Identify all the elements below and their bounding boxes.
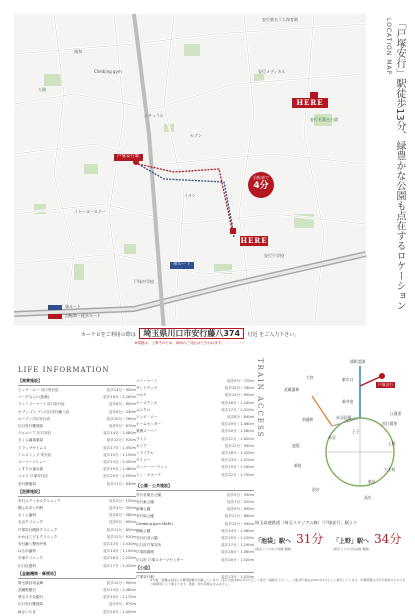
life-item-name: ベルク xyxy=(136,393,147,398)
life-item-distance: 徒歩13分｜1,030m xyxy=(103,542,136,547)
life-item xyxy=(18,423,136,430)
life-item xyxy=(136,528,254,535)
route-minutes: 31分 xyxy=(296,532,324,546)
life-item xyxy=(136,549,254,556)
train-access-title: TRAIN ACCESS xyxy=(256,358,264,439)
address-suffix: 付近 をご入力下さい。 xyxy=(247,332,300,338)
life-item xyxy=(18,580,136,587)
heading-jp: 「戸塚安行」駅徒歩13分、緑豊かな公園も点在するロケーション xyxy=(394,18,405,311)
station-label: 戸塚安行駅 xyxy=(114,154,143,161)
life-item-name: 安行原公園 xyxy=(136,514,154,519)
location-map xyxy=(14,14,366,332)
street-label: イオン xyxy=(184,193,196,198)
life-item-name: サンドラッグ xyxy=(136,386,158,391)
footnote: ※分数・距離は地図上の概測距離を記載しています。徒歩分数は80mを1分として算出（端数切上げ）し、自転車分数は250mを1分として算出しています。所要時間は日中平常時のものであり時間帯により異なります。乗換・待ち時間は含みません。 xyxy=(150,578,406,587)
life-category xyxy=(136,483,254,564)
life-item-name: さくら調剤薬局 xyxy=(18,438,44,443)
station-label: 大宮 xyxy=(306,375,314,380)
life-item-distance: 徒歩16分｜1,260m xyxy=(103,395,136,400)
life-item xyxy=(18,394,136,401)
legend-swatch xyxy=(48,305,62,310)
life-item xyxy=(136,506,254,513)
map-legend xyxy=(48,304,101,322)
route-destination: 「上野」駅へ xyxy=(333,538,370,545)
life-item-distance: 徒歩12分｜920m xyxy=(106,534,136,539)
address-main: 埼玉県川口市安行藤八374 xyxy=(139,328,244,339)
street-label: 安行小学校 xyxy=(264,253,284,258)
life-item-name: ビッグ・エー 川口安行店 xyxy=(18,388,59,392)
legend-label: 自転車・徒歩ルート xyxy=(65,313,101,318)
station-label: 大手町 xyxy=(384,467,396,472)
life-item-name: 埼玉りそな銀行 xyxy=(18,595,44,600)
life-item-distance: 徒歩18分｜1,360m xyxy=(221,550,254,555)
station-label: 渋谷 xyxy=(312,487,320,492)
life-item-name: ビッグ・エー xyxy=(136,415,158,420)
life-item xyxy=(136,378,254,385)
here-marker: HERE xyxy=(240,236,268,245)
life-item-distance: 徒歩17分｜1,320m xyxy=(103,563,136,568)
life-item-distance: 徒歩12分｜940m xyxy=(224,443,254,448)
life-item-name: 川口市 戸塚スポーツセンター xyxy=(136,557,184,562)
life-item xyxy=(136,407,254,414)
life-item xyxy=(18,409,136,416)
life-item-name: ミニストップ 安行店 xyxy=(18,452,52,457)
life-item xyxy=(136,450,254,457)
life-item-distance: 徒歩5分｜350m xyxy=(226,492,254,497)
life-item xyxy=(136,414,254,421)
life-item xyxy=(18,416,136,423)
life-item-distance: 徒歩14分｜1,100m xyxy=(103,549,136,554)
here-marker-inset: HERE xyxy=(292,98,328,108)
life-item-name: ウエルシア 川口安行 xyxy=(18,431,52,436)
life-item-distance: 徒歩14分｜1,080m xyxy=(103,588,136,592)
life-item xyxy=(136,521,254,528)
life-item-distance: 徒歩8分｜580m xyxy=(108,513,136,518)
life-item-name: 丸山クリニック xyxy=(18,520,43,525)
life-item-name: 業務スーパー xyxy=(136,429,158,434)
station-label: 南浦和 xyxy=(302,417,314,422)
life-item-distance: 徒歩20分｜1,580m xyxy=(221,429,254,434)
life-item-name: コープみらい(仮称) xyxy=(18,395,50,400)
address-note: ※現地は、工事中のため、車両のご対応はできかねます。・・・・・・ xyxy=(134,341,246,345)
life-item-name: 川口安行郵便局 xyxy=(18,602,44,607)
life-item-distance: 徒歩9分｜720m xyxy=(226,379,254,383)
station-label: 赤羽岩淵 xyxy=(336,415,352,420)
life-item-name: コメリ 戸塚安行店 xyxy=(18,474,48,479)
life-item xyxy=(18,452,136,459)
life-item xyxy=(18,505,136,512)
life-item xyxy=(136,400,254,407)
life-item-name: 川口皮膚科 xyxy=(18,563,36,568)
life-item-name: 埼玉県信用金庫 xyxy=(18,580,44,585)
life-item-distance: 徒歩18分｜1,400m xyxy=(103,609,136,614)
station-label: 新井宿 xyxy=(342,399,354,404)
route-transfer: (東京メトロ丸ノ内線 乗換) xyxy=(255,547,292,551)
station-label: 東京 xyxy=(368,479,376,484)
life-item-name: Climbing gym MARU xyxy=(136,521,173,526)
life-item xyxy=(136,464,254,471)
life-item-distance: 徒歩19分｜1,460m xyxy=(221,422,254,427)
bike-label: 自転車で xyxy=(253,175,269,180)
life-item-name: スーパーマーケット xyxy=(136,465,168,470)
life-item-name: トライアル xyxy=(136,451,154,456)
life-item xyxy=(136,421,254,428)
life-item-distance: 徒歩15分｜1,170m xyxy=(103,595,136,600)
life-item-distance: 徒歩9分｜670m xyxy=(108,424,136,429)
life-item xyxy=(18,445,136,452)
life-item-name: ダイソー xyxy=(136,458,151,463)
route-transfer: (東京メトロ日比谷線 乗換) xyxy=(333,547,370,551)
life-item-distance: 徒歩20分｜1,550m xyxy=(103,474,136,479)
life-item-distance: 徒歩14分｜1,080m xyxy=(103,431,136,436)
life-item-distance: 徒歩11分｜850m xyxy=(106,527,136,532)
station-label: 武蔵浦和 xyxy=(284,387,300,392)
life-item-distance: 徒歩12分｜920m xyxy=(106,438,136,443)
life-item xyxy=(136,542,254,549)
life-item xyxy=(18,498,136,505)
life-item-distance: 徒歩21分｜1,620m xyxy=(221,436,254,441)
address-prefix: カーナビをご利用の際は xyxy=(80,332,136,338)
life-item-name: スーパーバリュー xyxy=(18,460,47,465)
life-item-name: 戸塚図書館 xyxy=(136,550,154,555)
life-item-name: 柳ふれあい内科 xyxy=(18,506,44,510)
street-label: セブン xyxy=(190,133,202,138)
street-label: イトーヨーカドー xyxy=(74,209,106,214)
life-item-name: 武蔵野銀行 xyxy=(18,588,36,592)
life-item xyxy=(136,472,254,479)
life-item-name: 安行メディカルクリニック xyxy=(18,498,61,503)
life-item-distance: 徒歩13分｜990m xyxy=(224,393,254,398)
life-item-distance: 徒歩10分｜760m xyxy=(106,416,136,421)
life-item xyxy=(136,428,254,435)
life-category xyxy=(18,378,136,488)
street-label: 浦和 xyxy=(74,49,82,54)
life-item-name: ドン・キホーテ xyxy=(136,472,162,477)
street-label: 安行東おうち保育園 xyxy=(262,17,298,22)
life-item xyxy=(18,512,136,519)
legend-item-walk xyxy=(48,313,101,319)
life-item-distance: 徒歩4分｜300m xyxy=(108,506,136,510)
life-item-name: 安行東公園 xyxy=(136,500,154,504)
life-item xyxy=(136,499,254,506)
life-item-name: くすりの福太郎 xyxy=(18,467,44,472)
route-destination: 「池袋」駅へ xyxy=(255,538,292,545)
train-diagram xyxy=(272,356,408,516)
life-category-title: 【公園・公共施設】 xyxy=(136,483,254,491)
life-category-title: 【医療施設】 xyxy=(18,489,136,497)
life-item xyxy=(18,527,136,534)
life-item-name: ドラッグセイムス xyxy=(18,445,47,450)
address-line xyxy=(14,328,366,339)
life-item-name: JAさいたま xyxy=(18,609,36,614)
life-item-name: ケーズデンキ xyxy=(136,400,158,405)
life-category-title: 【商業施設】 xyxy=(18,378,136,386)
life-item-name: はるか歯科 xyxy=(18,549,36,554)
life-item-name: ユニクロ xyxy=(136,407,151,412)
life-item-distance: 徒歩13分｜1,020m xyxy=(221,574,254,579)
life-category-title: 【金融機関・郵便局】 xyxy=(18,571,136,579)
life-item xyxy=(18,459,136,466)
life-info-title: LIFE INFORMATION xyxy=(18,366,110,374)
life-item-name: ライフ xyxy=(136,436,147,441)
life-item xyxy=(136,443,254,450)
heading-en: LOCATION MAP xyxy=(385,18,392,76)
life-item xyxy=(18,401,136,408)
life-item xyxy=(136,385,254,392)
map-roads xyxy=(14,14,366,332)
life-item-distance: 徒歩12分｜900m xyxy=(106,580,136,585)
life-item-distance: 徒歩13分｜1,000m xyxy=(103,460,136,465)
car-route-chip: 車ルート xyxy=(170,262,194,269)
life-item-distance: 徒歩6分｜430m xyxy=(108,409,136,414)
life-item xyxy=(136,492,254,499)
life-item xyxy=(18,609,136,616)
station-label: 池袋 xyxy=(292,443,300,448)
life-item-distance: 徒歩9分｜690m xyxy=(108,520,136,525)
life-item-name: マミーマート xyxy=(136,379,158,383)
life-item xyxy=(18,437,136,444)
life-item-distance: 徒歩8分｜640m xyxy=(226,415,254,420)
station-label: 新宿 xyxy=(294,463,302,468)
life-item xyxy=(18,594,136,601)
life-item-distance: 徒歩12分｜940m xyxy=(224,521,254,526)
route-box-ueno xyxy=(333,528,402,551)
bike-time-badge xyxy=(248,172,274,198)
life-item xyxy=(136,392,254,399)
address-bar xyxy=(14,326,366,348)
life-item xyxy=(136,457,254,464)
life-item xyxy=(136,436,254,443)
street-label: Climbing gym xyxy=(94,69,122,74)
park-label: 公園 xyxy=(38,87,46,92)
life-category xyxy=(18,489,136,570)
life-item-distance: 徒歩9分｜690m xyxy=(226,507,254,512)
life-item-name: ホームセンター xyxy=(136,422,162,427)
life-item-distance: 徒歩17分｜1,310m xyxy=(221,407,254,412)
station-label: 日暮里 xyxy=(390,411,402,416)
life-item-distance: 徒歩15分｜1,150m xyxy=(103,452,136,457)
life-item-distance: 徒歩20分｜1,520m xyxy=(221,557,254,562)
legend-swatch xyxy=(48,314,62,319)
life-item xyxy=(136,535,254,542)
life-item-distance: 徒歩15分｜1,160m xyxy=(221,465,254,470)
life-item-name: 安行郵便局 xyxy=(18,481,36,486)
life-item-distance: 徒歩16分｜1,220m xyxy=(103,556,136,561)
life-item-name: わかばこどもクリニック xyxy=(18,534,58,539)
legend-item-car xyxy=(48,304,101,310)
street-label: 安行メディカル xyxy=(258,69,286,74)
life-item-distance: 徒歩11分｜860m xyxy=(224,514,254,519)
life-item-name: 安行藤八整形外科 xyxy=(18,542,47,547)
park-label: 安行若葉台公園 xyxy=(310,117,338,122)
life-item-name: 安行出羽公園 xyxy=(136,536,158,541)
life-item-distance: 徒歩13分｜1,010m xyxy=(221,458,254,463)
life-item xyxy=(18,555,136,562)
life-item xyxy=(18,563,136,570)
life-item-name: セブン-イレブン川口安行藤八店 xyxy=(18,409,70,414)
life-item-name: 戸塚安行眼科クリニック xyxy=(18,527,58,532)
station-label: 上野 xyxy=(388,441,396,446)
life-item xyxy=(18,430,136,437)
life-item-distance: 徒歩16分｜1,240m xyxy=(221,400,254,405)
life-item-name: さくら歯科 xyxy=(18,513,36,518)
life-category xyxy=(18,571,136,616)
life-item-distance: 徒歩8分｜600m xyxy=(108,402,136,407)
life-item-name: ローソン川口安行店 xyxy=(18,416,51,421)
life-item-distance: 徒歩15分｜1,150m xyxy=(221,536,254,541)
life-item xyxy=(18,387,136,394)
life-item xyxy=(136,557,254,564)
station-label: 東川口 xyxy=(342,377,354,382)
line-heading: 埼玉高速鉄道（埼玉スタジアム線）「戸塚安行」駅より xyxy=(255,520,358,525)
life-item-distance: 徒歩22分｜1,700m xyxy=(221,472,254,477)
life-item-name: 柳崎公園 xyxy=(136,528,151,533)
life-item-name: 安行若葉台公園 xyxy=(136,492,162,497)
street-label: ナチュラル xyxy=(144,113,164,118)
life-item xyxy=(18,466,136,473)
life-item-distance: 徒歩18分｜1,420m xyxy=(221,451,254,456)
life-item-distance: 徒歩17分｜1,290m xyxy=(221,543,254,548)
train-lines xyxy=(272,356,408,516)
life-item-name: ファミリーマート川口安行店 xyxy=(18,402,65,407)
route-minutes: 34分 xyxy=(374,532,402,546)
life-item xyxy=(18,587,136,594)
life-item-name: 平塚クリニック xyxy=(18,556,43,561)
life-item xyxy=(18,534,136,541)
station-label: 浦和美園 xyxy=(350,359,366,364)
station-label: 王子 xyxy=(352,429,360,434)
life-item-name: 川口安行郵便局 xyxy=(18,424,44,429)
street-label: 戸塚中学校 xyxy=(134,279,154,284)
life-item-distance: 徒歩13分｜950m xyxy=(106,388,136,392)
route-box-ikebukuro xyxy=(255,528,324,551)
life-category xyxy=(136,378,254,479)
station-label: 戸塚安行 xyxy=(378,382,394,387)
life-item-distance: 徒歩9分｜670m xyxy=(108,602,136,607)
life-item-distance: 徒歩19分｜1,480m xyxy=(103,467,136,472)
life-item-distance: 徒歩7分｜520m xyxy=(226,500,254,504)
bike-minutes: 4分 xyxy=(253,180,269,191)
life-item-distance: 徒歩2分｜150m xyxy=(108,498,136,503)
life-item xyxy=(18,473,136,480)
life-item xyxy=(136,513,254,520)
life-item-name: 新郷公園 xyxy=(136,507,151,512)
life-item xyxy=(18,541,136,548)
life-category-title: 【公益】 xyxy=(136,565,254,573)
life-item-name: セリア xyxy=(136,443,147,448)
life-item xyxy=(18,601,136,608)
station-label: 品川 xyxy=(364,495,372,500)
life-item-name: 川口市戸塚支所 xyxy=(136,543,162,548)
life-item xyxy=(18,481,136,488)
legend-label: 車ルート xyxy=(65,304,81,309)
station-label: 西日暮里 xyxy=(382,421,398,426)
life-item-distance: 徒歩14分｜1,060m xyxy=(221,528,254,533)
life-item-name: 戸塚安行駅 xyxy=(136,574,154,579)
life-item-distance: 徒歩11分｜830m xyxy=(106,481,136,486)
life-item-distance: 徒歩17分｜1,350m xyxy=(103,445,136,450)
station-label: 赤羽 xyxy=(328,435,336,440)
life-item xyxy=(18,519,136,526)
life-item xyxy=(18,548,136,555)
life-item-distance: 徒歩10分｜780m xyxy=(224,386,254,391)
